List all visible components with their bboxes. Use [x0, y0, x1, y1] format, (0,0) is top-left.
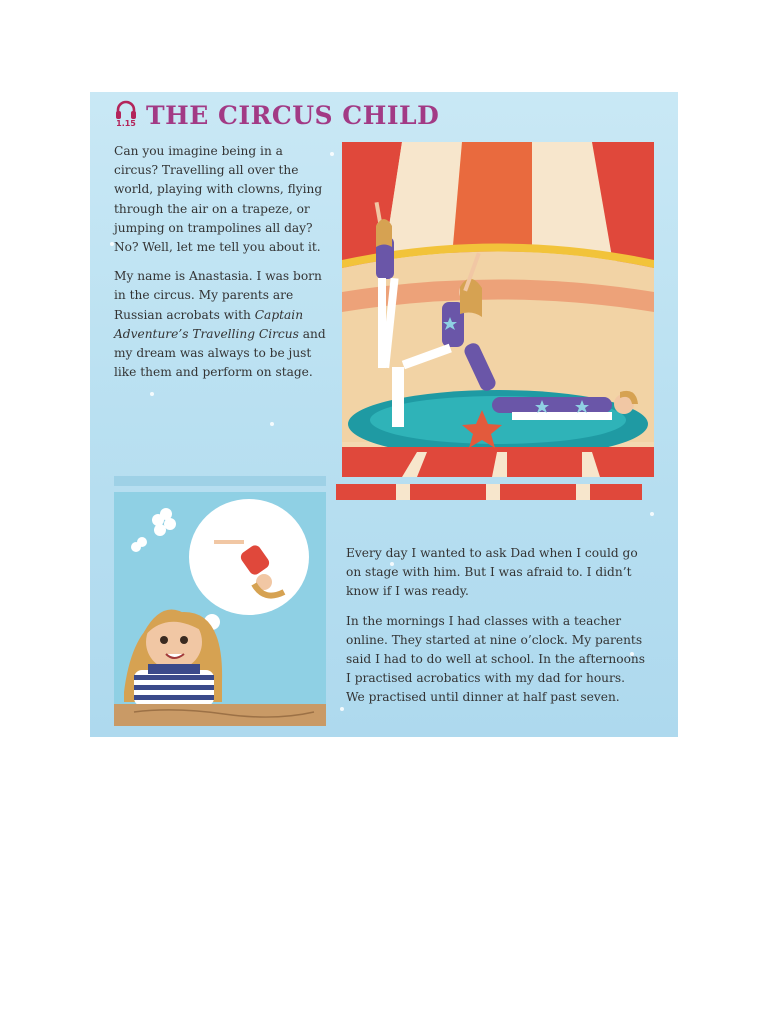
sparkle: [340, 707, 344, 711]
paragraph-2: My name is Anastasia. I was born in the circus. My parents are Russian acrobats with Captain Adventure’s Travelling Circus and my dream was always to be just like them and perform on stage.: [114, 269, 326, 380]
illustration-top-band: [114, 476, 326, 486]
title-row: [114, 98, 439, 132]
circus-floor-strip: [336, 484, 642, 500]
story-text: [346, 544, 646, 718]
page-title: THE CIRCUS CHILD: [146, 100, 440, 130]
paragraph-4: In the mornings I had classes with a teacher online. They started at nine o’clock. My parents said I had to do well at school. In the afternoons I practised acrobatics with my dad for hours. We practised until dinner at half past seven.: [346, 613, 646, 705]
sparkle: [650, 512, 654, 516]
intro-text: [114, 142, 330, 392]
headphones-icon[interactable]: [114, 100, 138, 130]
sparkle: [270, 422, 274, 426]
paragraph-1: Can you imagine being in a circus? Travelling all over the world, playing with clowns, flying through the air on a trapeze, or jumping on trampolines all day? No? Well, let me tell you about it.: [114, 144, 323, 255]
circus-illustration: [342, 142, 654, 477]
track-number: 1.15: [116, 119, 136, 128]
paragraph-3: Every day I wanted to ask Dad when I could go on stage with him. But I was afraid to. I didn’t know if I was ready.: [346, 546, 638, 599]
sparkle: [330, 152, 334, 156]
circus-name: Captain Adventure’s Travelling Circus: [114, 307, 304, 341]
sparkle: [150, 392, 154, 396]
book-page: [90, 92, 678, 737]
dreaming-girl-illustration: [114, 492, 326, 726]
